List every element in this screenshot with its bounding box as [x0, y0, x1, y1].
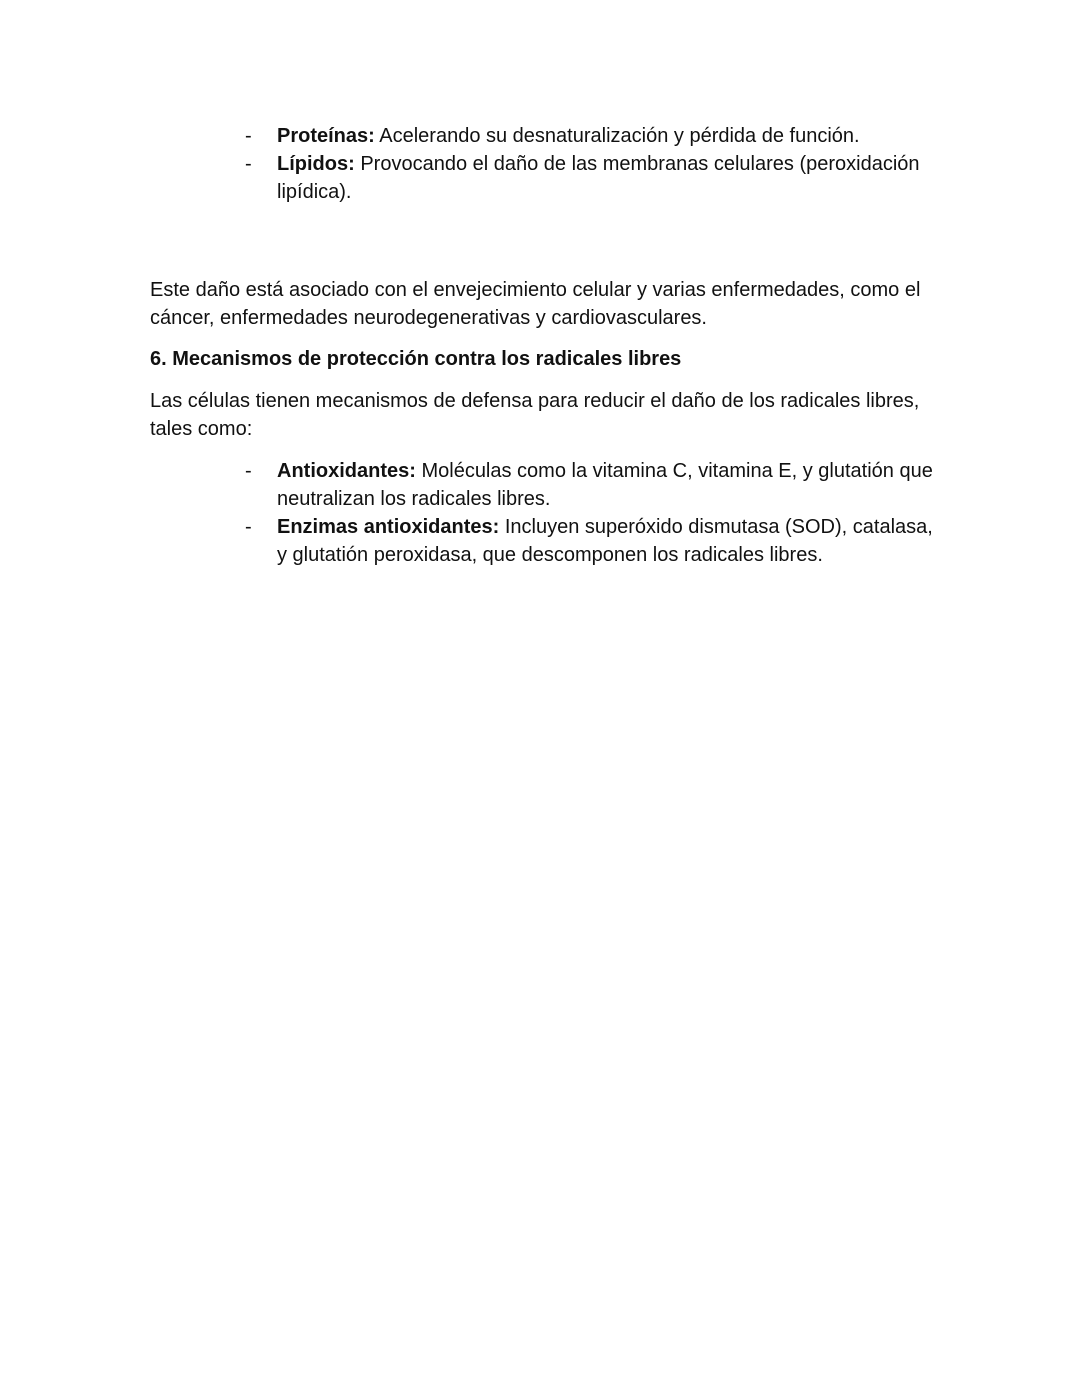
dash-bullet-icon: -: [245, 125, 252, 147]
spacer: [150, 373, 940, 387]
damage-paragraph: Este daño está asociado con el envejecimiento celular y varias enfermedades, como el cáncer, enfermedades neurodegenerativas y cardiovasculares.: [150, 279, 921, 329]
damage-targets-list: [150, 122, 940, 206]
list-item-term: Antioxidantes:: [277, 460, 416, 482]
protection-mechanisms-list: [150, 457, 940, 569]
list-item-text: Provocando el daño de las membranas celulares (peroxidación lipídica).: [277, 153, 920, 203]
spacer: [150, 332, 940, 345]
list-item: [245, 513, 940, 569]
spacer: [150, 206, 940, 276]
list-item: [245, 150, 940, 206]
list-item-text: Incluyen superóxido dismutasa (SOD), catalasa, y glutatión peroxidasa, que descomponen los radicales libres.: [277, 516, 933, 566]
dash-bullet-icon: -: [245, 516, 252, 538]
list-item-text: Acelerando su desnaturalización y pérdida de función.: [374, 125, 860, 147]
list-item: [245, 457, 940, 513]
spacer: [150, 443, 940, 457]
list-item-text: Moléculas como la vitamina C, vitamina E, y glutatión que neutralizan los radicales libres.: [277, 460, 933, 510]
document-body: [150, 122, 940, 569]
dash-bullet-icon: -: [245, 460, 252, 482]
list-item-term: Proteínas:: [277, 125, 375, 147]
dash-bullet-icon: -: [245, 153, 252, 175]
list-item-term: Enzimas antioxidantes:: [277, 516, 500, 538]
list-item: [245, 122, 940, 150]
section-intro-paragraph: Las células tienen mecanismos de defensa para reducir el daño de los radicales libres, tales como:: [150, 390, 920, 440]
list-item-term: Lípidos:: [277, 153, 355, 175]
section-heading: 6. Mecanismos de protección contra los radicales libres: [150, 348, 682, 370]
